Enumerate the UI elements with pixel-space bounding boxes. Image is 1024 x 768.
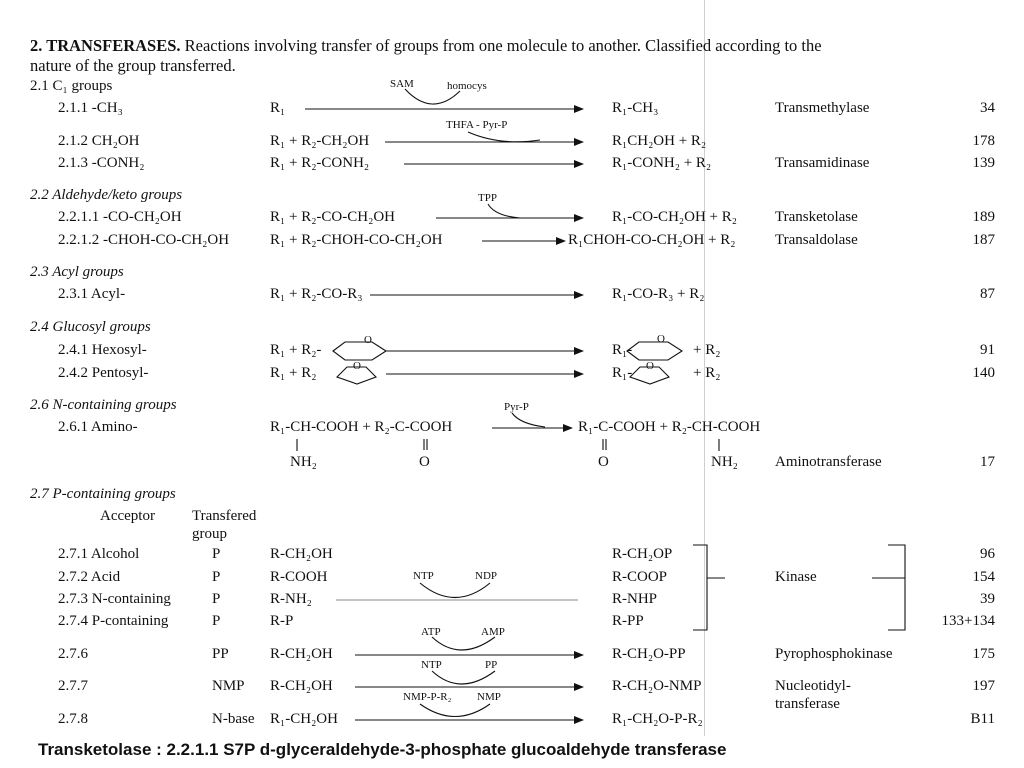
heading-text: Reactions involving transfer of groups from one molecule to another. Classified according to the xyxy=(184,36,822,55)
p-row-group: PP xyxy=(212,646,229,662)
p-row-ref: 197 xyxy=(972,678,995,694)
cofactor-arc xyxy=(420,583,490,598)
row-product: R₁- xyxy=(612,342,633,358)
row-enzyme: Transketolase xyxy=(775,209,858,225)
p-row-enzyme-2: transferase xyxy=(775,696,840,712)
row-substrate: R₁ xyxy=(270,100,286,116)
section-p-containing: 2.7 P-containing groups xyxy=(30,486,176,502)
section-acyl: 2.3 Acyl groups xyxy=(30,264,124,280)
cofactor-label: Pyr-P xyxy=(504,401,529,413)
p-row-product: R-CH₂O-PP xyxy=(612,646,686,662)
row-code: 2.2.1.1 -CO-CH₂OH xyxy=(58,209,182,225)
row-code: 2.1.1 -CH₃ xyxy=(58,100,123,116)
p-row-group: P xyxy=(212,591,221,607)
row-product: R₁-CO-R₃ + R₂ xyxy=(612,286,705,302)
amino-group-label: NH₂ xyxy=(711,454,738,470)
column-group-2: group xyxy=(192,526,227,542)
row-ref: 140 xyxy=(972,365,995,381)
row-code: 2.1.2 CH₂OH xyxy=(58,133,140,149)
cofactor-arc xyxy=(420,704,490,717)
heading-line-2: nature of the group transferred. xyxy=(30,56,236,75)
p-row-code: 2.7.1 Alcohol xyxy=(58,546,140,562)
row-substrate: R₁ + R₂- xyxy=(270,342,322,358)
row-enzyme: Aminotransferase xyxy=(775,454,882,470)
p-row-substrate: R-NH₂ xyxy=(270,591,312,607)
column-group: Transfered xyxy=(192,508,257,524)
row-substrate: R₁ + R₂-CHOH-CO-CH₂OH xyxy=(270,232,443,248)
row-enzyme: Transaldolase xyxy=(775,232,858,248)
svg-text:O: O xyxy=(646,360,654,372)
p-row-enzyme: Pyrophosphokinase xyxy=(775,646,893,662)
cofactor-label: AMP xyxy=(481,626,505,638)
row-substrate: R₁ + R₂-CO-R₃ xyxy=(270,286,363,302)
row-code: 2.4.1 Hexosyl- xyxy=(58,342,147,358)
row-ref: 34 xyxy=(980,100,995,116)
row-code: 2.4.2 Pentosyl- xyxy=(58,365,149,381)
row-product: R₁-CONH₂ + R₂ xyxy=(612,155,712,171)
p-row-code: 2.7.8 xyxy=(58,711,88,727)
p-row-group: NMP xyxy=(212,678,245,694)
cofactor-label: SAM xyxy=(390,78,414,90)
p-row-product: R-PP xyxy=(612,613,644,629)
keto-oxygen-label: O xyxy=(598,454,609,470)
p-row-ref: 154 xyxy=(972,569,995,585)
row-product-tail: + R₂ xyxy=(693,365,721,381)
column-acceptor: Acceptor xyxy=(100,508,155,524)
row-product: R₁-CO-CH₂OH + R₂ xyxy=(612,209,737,225)
row-substrate: R₁ + R₂ xyxy=(270,365,317,381)
cofactor-arc xyxy=(468,132,540,142)
cofactor-label: NTP xyxy=(421,659,442,671)
kinase-bracket-right xyxy=(888,545,905,630)
row-ref: 91 xyxy=(980,342,995,358)
keto-oxygen-label: O xyxy=(419,454,430,470)
p-row-ref: 96 xyxy=(980,546,995,562)
p-row-ref: 39 xyxy=(980,591,995,607)
p-row-substrate: R-COOH xyxy=(270,569,328,585)
section-aldehyde-keto: 2.2 Aldehyde/keto groups xyxy=(30,187,183,203)
section-glucosyl: 2.4 Glucosyl groups xyxy=(30,319,151,335)
p-row-product: R₁-CH₂O-P-R₂ xyxy=(612,711,703,727)
section-n-containing: 2.6 N-containing groups xyxy=(30,397,177,413)
p-row-group: P xyxy=(212,546,221,562)
row-product-tail: + R₂ xyxy=(693,342,721,358)
cofactor-label: TPP xyxy=(478,192,497,204)
p-row-substrate: R-CH₂OH xyxy=(270,678,333,694)
row-ref: 178 xyxy=(972,133,995,149)
row-ref: 139 xyxy=(972,155,995,171)
svg-text:O: O xyxy=(657,333,665,345)
caption: Transketolase : 2.2.1.1 S7P d-glyceraldehyde-3-phosphate glucoaldehyde transferase xyxy=(38,740,727,759)
p-row-ref: 133+134 xyxy=(941,613,995,629)
p-row-group: P xyxy=(212,569,221,585)
p-row-group: P xyxy=(212,613,221,629)
row-substrate: R₁ + R₂-CH₂OH xyxy=(270,133,370,149)
heading-lead: 2. TRANSFERASES. xyxy=(30,36,181,55)
row-ref: 189 xyxy=(972,209,995,225)
amino-group-label: NH₂ xyxy=(290,454,317,470)
cofactor-label: ATP xyxy=(421,626,441,638)
p-row-substrate: R-CH₂OH xyxy=(270,646,333,662)
row-product: R₁-C-COOH + R₂-CH-COOH xyxy=(578,419,761,435)
p-row-ref: B11 xyxy=(970,711,995,727)
hexose-ring xyxy=(627,342,682,360)
row-product: R₁CHOH-CO-CH₂OH + R₂ xyxy=(568,232,736,248)
p-row-product: R-COOP xyxy=(612,569,668,585)
p-row-code: 2.7.6 xyxy=(58,646,88,662)
p-row-code: 2.7.2 Acid xyxy=(58,569,121,585)
svg-text:O: O xyxy=(353,360,361,372)
row-code: 2.1.3 -CONH₂ xyxy=(58,155,145,171)
row-ref: 87 xyxy=(980,286,995,302)
cofactor-arc xyxy=(512,413,545,427)
cofactor-label: homocys xyxy=(447,80,487,92)
p-row-substrate: R-CH₂OH xyxy=(270,546,333,562)
cofactor-label: THFA - Pyr-P xyxy=(446,119,508,131)
cofactor-arc xyxy=(432,671,495,684)
row-code: 2.3.1 Acyl- xyxy=(58,286,126,302)
cofactor-arc xyxy=(432,637,495,650)
row-product: R₁-CH₃ xyxy=(612,100,659,116)
section-c1-groups: 2.1 C₁ groups xyxy=(30,78,113,94)
cofactor-label: NMP-P-R₂ xyxy=(403,691,452,703)
p-row-group: N-base xyxy=(212,711,255,727)
row-substrate: R₁-CH-COOH + R₂-C-COOH xyxy=(270,419,453,435)
p-row-code: 2.7.4 P-containing xyxy=(58,613,169,629)
row-substrate: R₁ + R₂-CONH₂ xyxy=(270,155,370,171)
row-ref: 187 xyxy=(972,232,995,248)
cofactor-label: NTP xyxy=(413,570,434,582)
p-row-substrate: R₁-CH₂OH xyxy=(270,711,338,727)
p-row-substrate: R-P xyxy=(270,613,294,629)
kinase-bracket-left xyxy=(693,545,707,630)
cofactor-arc xyxy=(405,89,460,104)
p-row-ref: 175 xyxy=(972,646,995,662)
kinase-label: Kinase xyxy=(775,569,817,585)
row-enzyme: Transamidinase xyxy=(775,155,870,171)
hexose-ring xyxy=(333,342,386,360)
row-code: 2.6.1 Amino- xyxy=(58,419,138,435)
cofactor-arc xyxy=(488,204,520,218)
p-row-product: R-NHP xyxy=(612,591,658,607)
p-row-enzyme: Nucleotidyl- xyxy=(775,678,851,694)
p-row-product: R-CH₂OP xyxy=(612,546,673,562)
p-row-code: 2.7.7 xyxy=(58,678,88,694)
row-substrate: R₁ + R₂-CO-CH₂OH xyxy=(270,209,395,225)
cofactor-label: NDP xyxy=(475,570,498,582)
cofactor-label: NMP xyxy=(477,691,501,703)
row-ref: 17 xyxy=(980,454,995,470)
p-row-code: 2.7.3 N-containing xyxy=(58,591,171,607)
row-code: 2.2.1.2 -CHOH-CO-CH₂OH xyxy=(58,232,230,248)
row-enzyme: Transmethylase xyxy=(775,100,870,116)
row-product: R₁CH₂OH + R₂ xyxy=(612,133,707,149)
p-row-product: R-CH₂O-NMP xyxy=(612,678,702,694)
cofactor-label: PP xyxy=(485,659,498,671)
svg-text:O: O xyxy=(364,334,372,346)
row-product: R₁- xyxy=(612,365,633,381)
